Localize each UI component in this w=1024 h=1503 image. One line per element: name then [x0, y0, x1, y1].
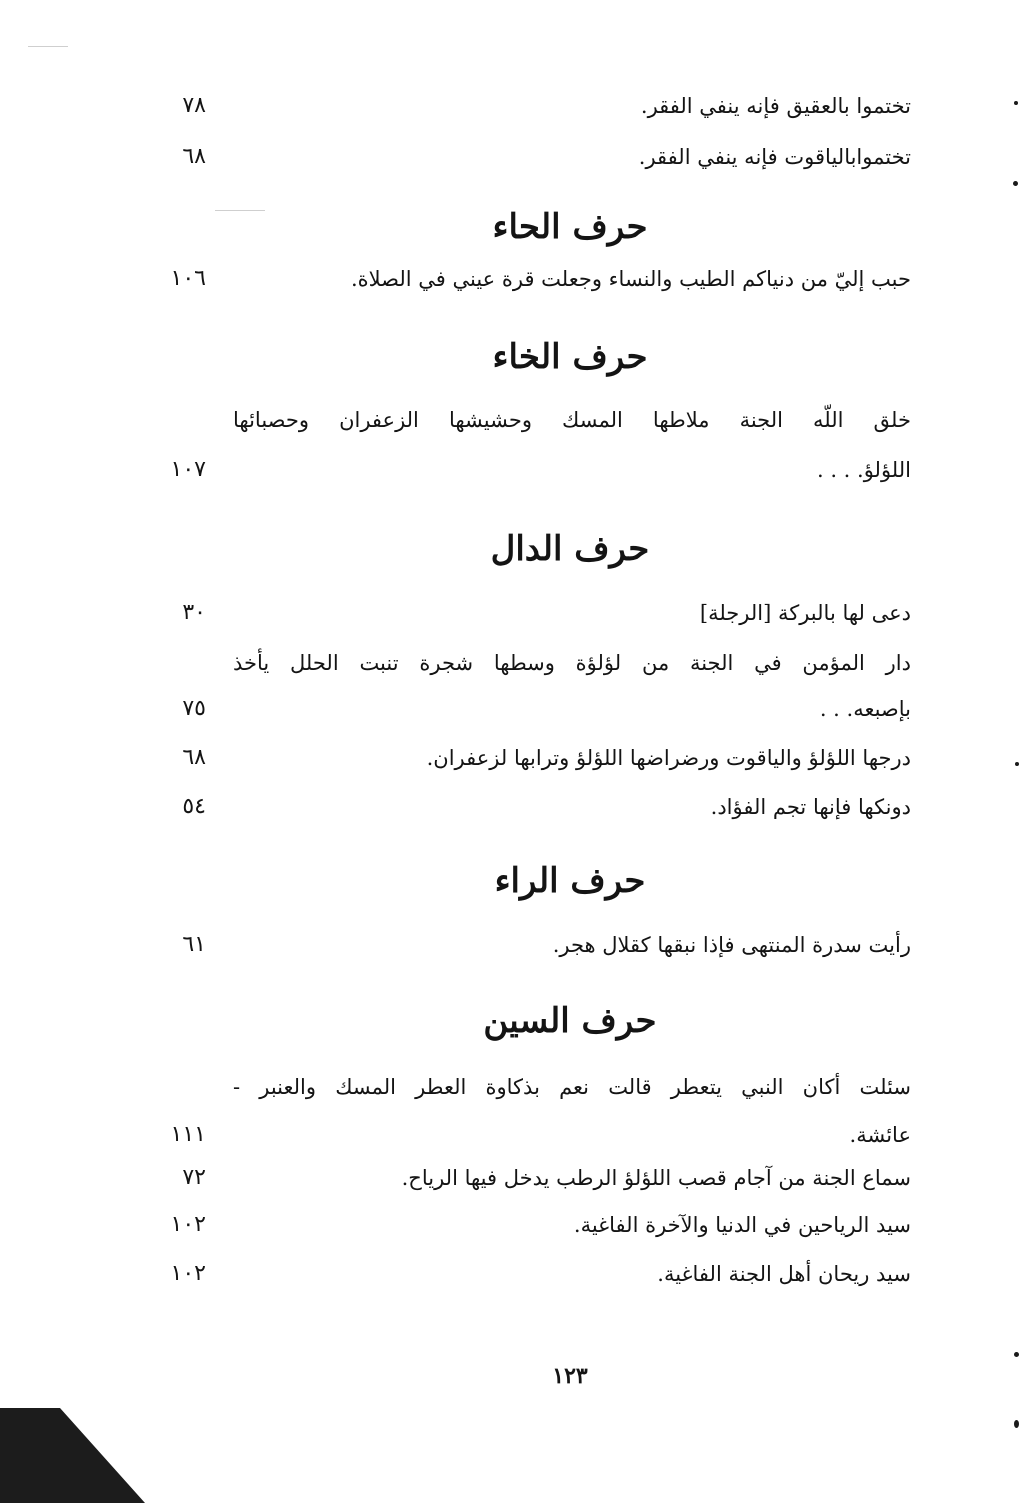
entry-text-continuation: بإصبعه. . .	[819, 697, 911, 721]
entry-page-number: ٦١	[182, 932, 206, 957]
entry-text-continuation: عائشة.	[849, 1123, 911, 1147]
scan-dot	[1013, 181, 1018, 186]
entry-page-number: ٥٤	[182, 794, 206, 819]
entry-page-number: ١١١	[170, 1122, 206, 1147]
entry-text-continuation: اللؤلؤ. . . .	[816, 458, 911, 482]
entry-text: دعى لها بالبركة [الرجلة]	[699, 601, 911, 625]
section-heading: حرف السين	[483, 1001, 657, 1041]
entry-page-number: ٦٨	[182, 144, 206, 169]
scan-artifact-line	[28, 46, 68, 47]
entry-page-number: ٧٨	[182, 93, 206, 118]
section-heading: حرف الدال	[490, 529, 650, 569]
entry-page-number: ٧٥	[182, 696, 206, 721]
entry-text: سيد الرياحين في الدنيا والآخرة الفاغية.	[573, 1213, 911, 1237]
scan-dot	[1014, 1352, 1019, 1357]
entry-page-number: ١٠٢	[170, 1212, 206, 1237]
scan-dot	[1014, 101, 1018, 105]
scan-corner-shadow	[0, 1408, 145, 1503]
section-heading: حرف الخاء	[492, 337, 648, 377]
entry-page-number: ١٠٢	[170, 1261, 206, 1286]
scan-dot	[1015, 762, 1019, 766]
scan-dot	[1014, 1420, 1019, 1428]
entry-page-number: ١٠٧	[170, 457, 206, 482]
entry-text: سيد ريحان أهل الجنة الفاغية.	[657, 1262, 911, 1286]
entry-text: دار المؤمن في الجنة من لؤلؤة وسطها شجرة تنبت الحلل يأخذ	[233, 651, 911, 675]
entry-page-number: ٧٢	[182, 1165, 206, 1190]
entry-text: رأيت سدرة المنتهى فإذا نبقها كقلال هجر.	[552, 933, 911, 957]
footer-page-number: ١٢٣	[552, 1363, 588, 1389]
entry-page-number: ١٠٦	[170, 266, 206, 291]
entry-text: تختموابالياقوت فإنه ينفي الفقر.	[638, 145, 911, 169]
entry-text: سماع الجنة من آجام قصب اللؤلؤ الرطب يدخل فيها الرياح.	[401, 1166, 911, 1190]
entry-page-number: ٦٨	[182, 745, 206, 770]
section-heading: حرف الحاء	[492, 207, 648, 247]
entry-text: تختموا بالعقيق فإنه ينفي الفقر.	[640, 94, 911, 118]
section-heading: حرف الراء	[494, 861, 646, 901]
entry-text: درجها اللؤلؤ والياقوت ورضراضها اللؤلؤ وترابها لزعفران.	[426, 746, 911, 770]
entry-text: سئلت أكان النبي يتعطر قالت نعم بذكاوة العطر المسك والعنبر -	[233, 1075, 911, 1099]
entry-text: خلق اللّه الجنة ملاطها المسك وحشيشها الزعفران وحصبائها	[233, 408, 911, 432]
entry-text: حبب إليّ من دنياكم الطيب والنساء وجعلت قرة عيني في الصلاة.	[350, 267, 911, 291]
entry-text: دونكها فإنها تجم الفؤاد.	[710, 795, 911, 819]
entry-page-number: ٣٠	[182, 600, 206, 625]
